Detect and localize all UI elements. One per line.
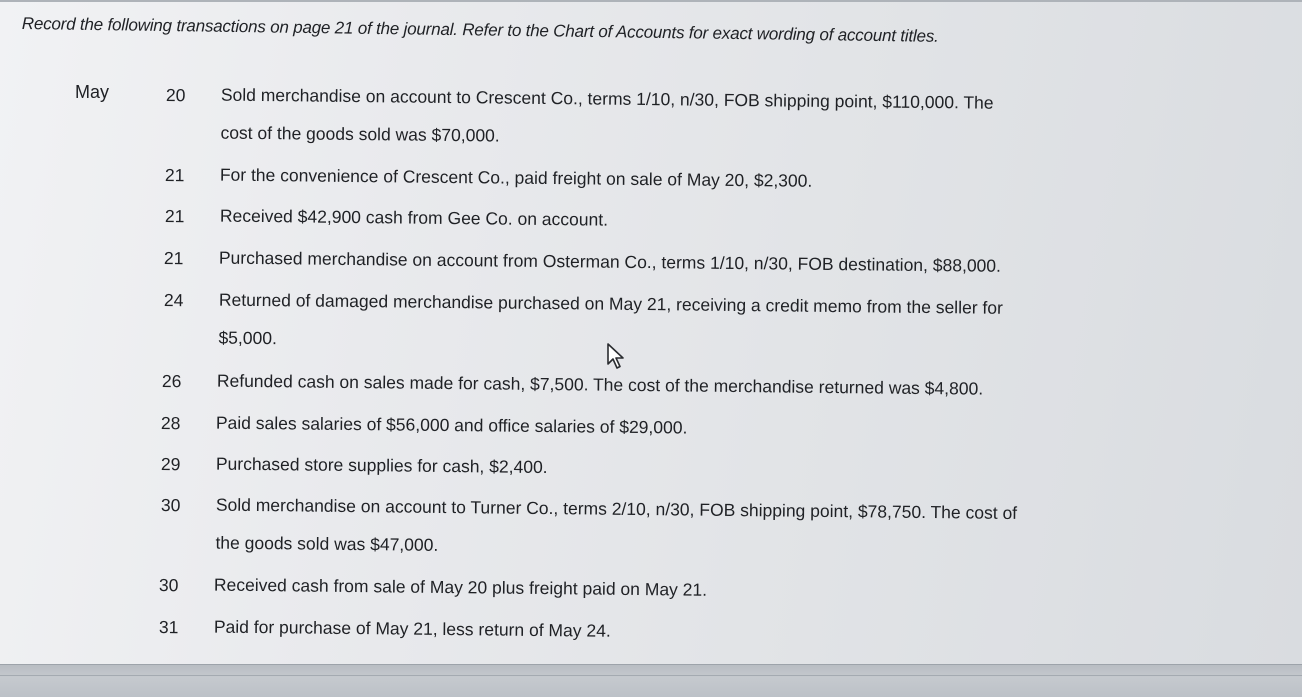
description-line: Returned of damaged merchandise purchased on May 21, receiving a credit memo from the seller for (218, 289, 1003, 318)
transaction-day: 31 (158, 617, 179, 638)
transaction-description: For the convenience of Crescent Co., paid freight on sale of May 20, $2,300. (219, 164, 813, 191)
month-label: May (75, 82, 110, 102)
transaction-day: 28 (160, 413, 181, 434)
transaction-day: 30 (158, 575, 179, 596)
transaction-day: 21 (163, 248, 184, 269)
transaction-description: Received cash from sale of May 20 plus freight paid on May 21. (213, 574, 708, 600)
description-line: Sold merchandise on account to Crescent Co., terms 1/10, n/30, FOB shipping point, $110,000. The (220, 84, 994, 113)
transaction-description (220, 76, 993, 160)
transaction-day: 21 (164, 206, 185, 227)
transaction-description: Paid sales salaries of $56,000 and office salaries of $29,000. (215, 412, 688, 438)
transaction-day: 30 (160, 495, 181, 516)
description-line-continued: $5,000. (218, 327, 277, 349)
description-line-continued: cost of the goods sold was $70,000. (220, 122, 500, 146)
description-line-continued: the goods sold was $47,000. (215, 532, 439, 555)
instruction-text: Record the following transactions on page 21 of the journal. Refer to the Chart of Accounts for exact wording of account titles. (21, 14, 939, 46)
transaction-description: Purchased merchandise on account from Osterman Co., terms 1/10, n/30, FOB destination, $88,000. (218, 247, 1002, 276)
window-bottom-edge (0, 664, 1302, 697)
description-line: Sold merchandise on account to Turner Co., terms 2/10, n/30, FOB shipping point, $78,750. The cost of (215, 494, 1018, 523)
transaction-description: Paid for purchase of May 21, less return of May 24. (213, 616, 611, 641)
transaction-day: 26 (161, 371, 182, 392)
transaction-description: Received $42,900 cash from Gee Co. on account. (219, 205, 609, 230)
divider (0, 675, 1302, 676)
transaction-day: 21 (164, 165, 185, 186)
mouse-pointer-icon (606, 342, 628, 370)
transaction-description (215, 486, 1017, 570)
transaction-day: 20 (165, 85, 186, 106)
transaction-list (0, 2, 1302, 664)
transaction-description: Refunded cash on sales made for cash, $7,500. The cost of the merchandise returned was $4,800. (216, 370, 984, 399)
transaction-day: 29 (160, 454, 181, 475)
transaction-day: 24 (163, 290, 184, 311)
transaction-description: Purchased store supplies for cash, $2,400. (215, 453, 548, 478)
